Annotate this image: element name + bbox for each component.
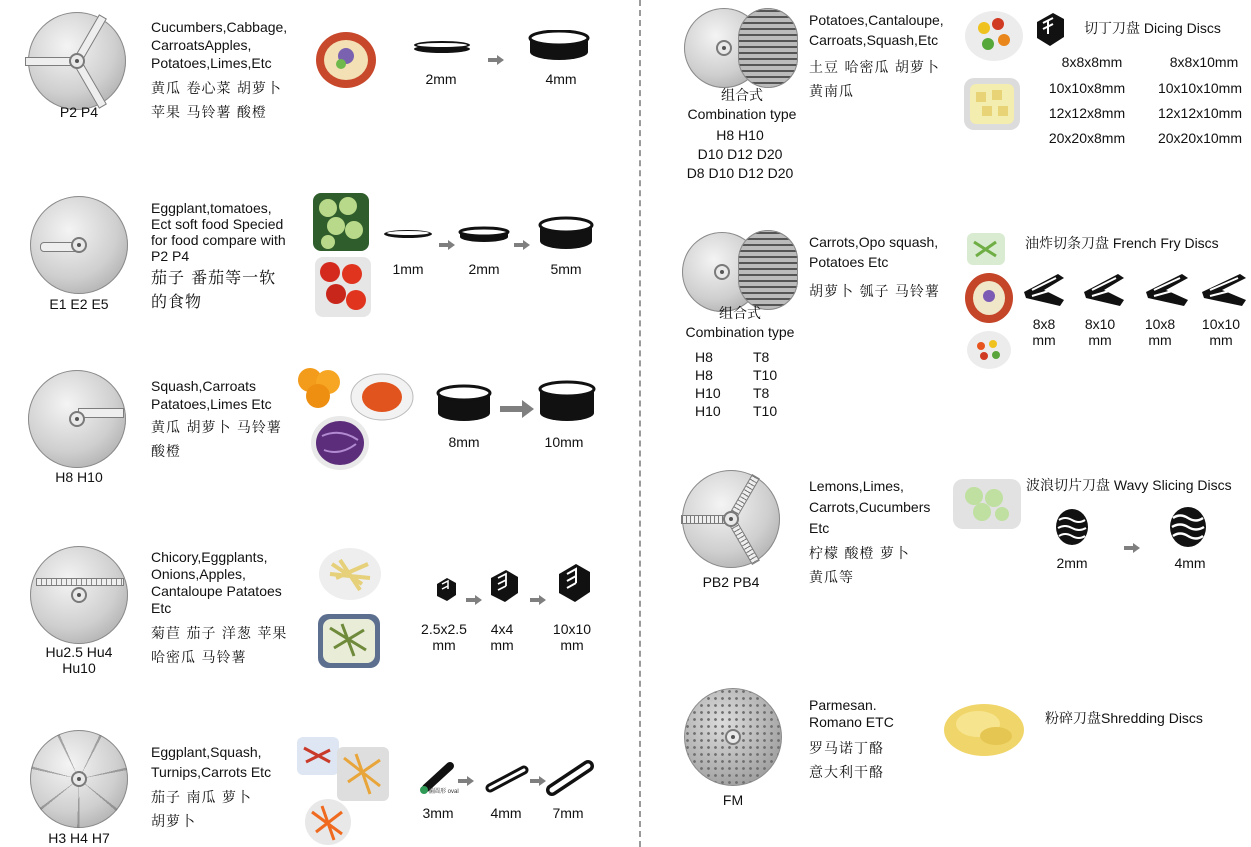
slicing-disc-image (30, 196, 128, 294)
size-label: 3mm (422, 805, 454, 821)
arrow-icon (500, 400, 534, 418)
food-description-zh: 柠檬 酸橙 萝卜 黄瓜等 (809, 546, 910, 586)
wavy-slice-2mm-icon (1054, 508, 1090, 546)
shredding-disc-image (30, 730, 128, 828)
size-label: 10x10 mm (1201, 316, 1241, 348)
fries-mixed-image (966, 330, 1012, 370)
food-description-zh: 菊苣 茄子 洋葱 苹果 哈密瓜 马铃薯 (151, 626, 288, 666)
fry-strip-icon (1020, 270, 1066, 310)
food-description-zh: 茄子 番茄等一软 的食物 (151, 268, 277, 311)
size-label: 5mm (550, 261, 582, 277)
food-description: Lemons,Limes, Carrots,Cucumbers Etc (809, 478, 931, 536)
sliced-food-image (315, 30, 377, 90)
food-description: Parmesan. Romano ETC (809, 697, 894, 730)
size-label: 4x4 mm (490, 621, 514, 653)
arrow-icon (439, 240, 455, 250)
disc-codes: FM (722, 792, 744, 808)
disc-codes: H8 H10 D10 D12 D20 D8 D10 D12 D20 (686, 127, 794, 181)
fry-strip-icon (1080, 270, 1126, 310)
size-label: 8mm (448, 434, 480, 450)
slice-8mm-icon (436, 384, 492, 424)
size-label: 12x12x8mm (1048, 105, 1126, 121)
arrow-icon (514, 240, 530, 250)
slicing-disc-image (28, 370, 126, 468)
sliced-cucumber-image (312, 192, 370, 252)
size-label: 12x12x10mm (1157, 105, 1243, 121)
food-description: Cucumbers,Cabbage, CarroatsApples, Potatoes,Limes,Etc (151, 19, 288, 71)
sliced-cabbage-image (310, 414, 370, 472)
grated-cheese-image (942, 700, 1026, 758)
size-label: 2mm (1056, 555, 1088, 571)
arrow-icon (488, 55, 504, 65)
size-label: 4mm (1174, 555, 1206, 571)
sliced-orange-image (296, 366, 344, 410)
shredding-discs-title: 粉碎刀盘Shredding Discs (1045, 710, 1203, 726)
size-label: 4mm (545, 71, 577, 87)
size-label: 10mm (544, 434, 584, 450)
food-description: Squash,Carroats Patatoes,Limes Etc (151, 378, 272, 412)
diced-food-image (964, 10, 1024, 62)
cube-10-icon (556, 562, 592, 604)
food-description: Chicory,Eggplants, Onions,Apples, Cantaloupe Patatoes Etc (151, 549, 282, 616)
wavy-slicing-discs-title: 波浪切片刀盘 Wavy Slicing Discs (1026, 477, 1232, 493)
dice-icon (1034, 10, 1066, 46)
food-description-zh: 罗马诺丁酪 意大利干酪 (809, 741, 884, 781)
slice-2mm-icon (458, 226, 510, 244)
slice-2mm-icon (412, 40, 472, 54)
size-label: 8x8x8mm (1061, 54, 1123, 70)
size-label: 2mm (425, 71, 457, 87)
fries-food-image (966, 232, 1006, 266)
disc-codes: E1 E2 E5 (49, 296, 109, 312)
food-description-zh: 茄子 南瓜 萝卜 胡萝卜 (151, 790, 252, 830)
size-label: 2.5x2.5 mm (421, 621, 467, 653)
size-label: 7mm (552, 805, 584, 821)
shredded-carrot-image (304, 798, 352, 846)
wavy-slicing-disc-image (682, 470, 780, 568)
fry-strip-icon (1198, 270, 1248, 310)
grid-disc-image (738, 8, 798, 88)
size-label: 2mm (468, 261, 500, 277)
disc-codes: PB2 PB4 (702, 574, 760, 590)
size-label: 10x8 mm (1144, 316, 1176, 348)
arrow-icon (530, 595, 546, 605)
arrow-icon (458, 776, 474, 786)
arrow-icon (466, 595, 482, 605)
slice-4mm-icon (528, 30, 590, 64)
size-label: 8x10 mm (1084, 316, 1116, 348)
shredded-squash-image (336, 746, 390, 802)
strip-7mm-icon (544, 758, 596, 798)
french-fry-discs-title: 油炸切条刀盘 French Fry Discs (1025, 235, 1219, 251)
disc-codes: H8 H10 (55, 469, 103, 485)
size-label: 8x8x10mm (1169, 54, 1239, 70)
food-description-zh: 土豆 哈密瓜 胡萝卜 黄南瓜 (809, 60, 940, 100)
food-description: Eggplant,Squash, Turnips,Carrots Etc (151, 744, 272, 780)
julienne-eggplant-image (316, 612, 382, 670)
cube-4-icon (488, 568, 520, 604)
wavy-slice-4mm-icon (1168, 506, 1208, 548)
fry-strip-icon (1142, 270, 1190, 310)
wavy-cucumber-image (952, 478, 1022, 530)
dicing-discs-title: 切丁刀盘 Dicing Discs (1084, 20, 1221, 36)
food-description: Carrots,Opo squash, Potatoes Etc (809, 234, 939, 270)
food-description-zh: 胡萝卜 瓠子 马铃薯 (809, 284, 940, 300)
slice-1mm-icon (382, 228, 434, 242)
size-label: 10x10x10mm (1157, 80, 1243, 96)
oval-label: 椭圆形 oval (428, 789, 459, 795)
julienne-food-image (318, 546, 382, 602)
disc-codes: H3 H4 H7 (48, 830, 110, 846)
size-label: 8x8 mm (1032, 316, 1056, 348)
grid-disc-image (738, 230, 798, 310)
size-label: 4mm (490, 805, 522, 821)
arrow-icon (1124, 543, 1140, 553)
slicing-disc-image (28, 12, 126, 110)
cube-2.5-icon (434, 576, 458, 602)
combination-type-label: 组合式 Combination type (685, 305, 795, 340)
fries-carrot-image (964, 272, 1014, 324)
size-label: 20x20x8mm (1048, 130, 1126, 146)
food-description-zh: 黄瓜 卷心菜 胡萝卜 苹果 马铃薯 酸橙 (151, 81, 282, 121)
food-description: Eggplant,tomatoes, Ect soft food Specied for food compare with P2 P4 (151, 200, 286, 264)
center-divider (639, 0, 641, 847)
disc-codes: Hu2.5 Hu4 Hu10 (45, 644, 113, 676)
size-label: 20x20x10mm (1157, 130, 1243, 146)
size-label: 10x10 mm (552, 621, 592, 653)
food-description: Potatoes,Cantaloupe, Carroats,Squash,Etc (809, 12, 944, 48)
slice-5mm-icon (538, 216, 594, 252)
size-label: 1mm (392, 261, 424, 277)
shredded-food-image (296, 736, 340, 776)
sliced-tomato-image (314, 256, 372, 318)
size-label: 10x10x8mm (1048, 80, 1126, 96)
food-description-zh: 黄瓜 胡萝卜 马铃薯 酸橙 (151, 420, 282, 460)
disc-codes: P2 P4 (59, 104, 99, 120)
grating-disc-image (684, 688, 782, 786)
diced-potato-image (962, 76, 1022, 132)
slice-10mm-icon (538, 380, 596, 424)
strip-4mm-icon (484, 764, 530, 794)
disc-codes: H8 T8 H8 T10 H10 T8 H10 T10 (695, 349, 778, 419)
julienne-disc-image (30, 546, 128, 644)
combination-type-label: 组合式 Combination type (687, 87, 797, 122)
